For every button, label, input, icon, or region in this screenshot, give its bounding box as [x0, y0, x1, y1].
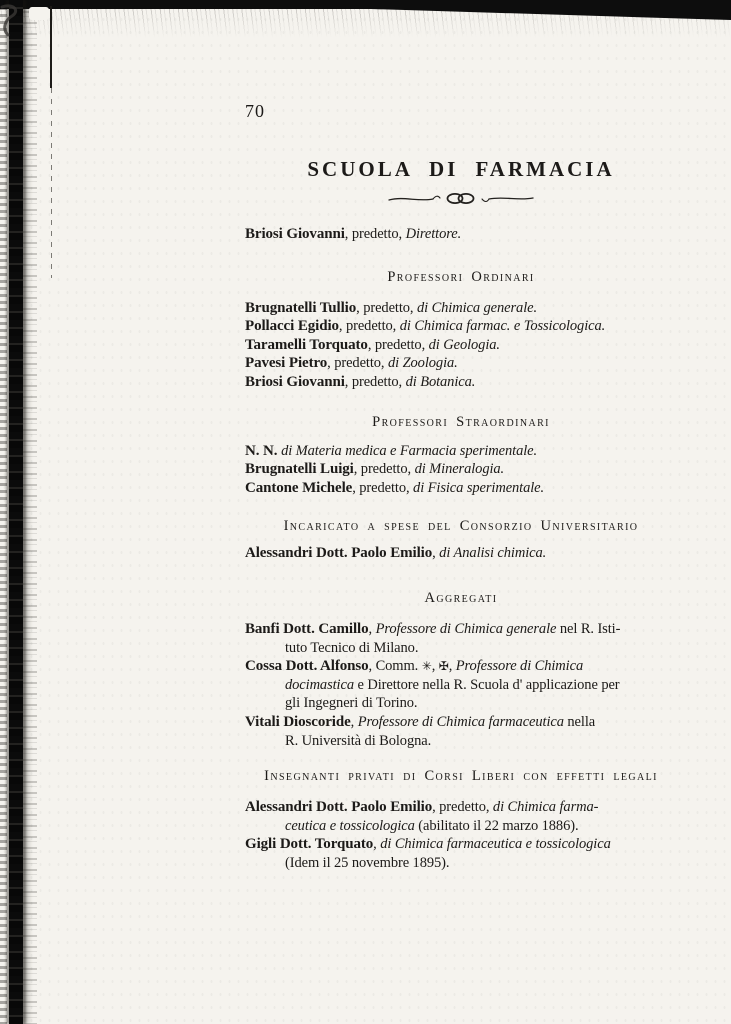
text-segment: nella [563, 713, 596, 730]
faculty-entry [245, 798, 677, 835]
text-segment: di Mineralogia. [414, 461, 505, 478]
text-segment: Pollacci Egidio [245, 318, 339, 335]
text-segment: di Zoologia. [387, 355, 458, 372]
text-segment: , [432, 545, 440, 562]
entry-line [245, 544, 677, 563]
section-heading: Incaricato a spese del Consorzio Universitario [283, 518, 639, 535]
entry-line [245, 442, 677, 461]
entry-line [245, 354, 677, 373]
text-segment: di Materia medica e Farmacia sperimentale. [281, 442, 538, 459]
knot-flourish-divider-icon [386, 189, 536, 207]
text-segment: ✳ [421, 659, 432, 674]
faculty-entry [245, 479, 677, 498]
section-heading: Aggregati [424, 589, 498, 606]
text-segment: R. Università di Bologna. [285, 732, 432, 749]
faculty-entry [245, 299, 677, 318]
text-segment: Briosi Giovanni [245, 373, 345, 390]
entry-line [245, 854, 677, 873]
faculty-entry [245, 620, 677, 657]
text-segment: di Botanica. [405, 373, 476, 390]
faculty-section [245, 768, 677, 872]
scan-binding-noise [23, 0, 37, 1024]
text-segment: Direttore. [405, 226, 462, 242]
section-entries [245, 299, 677, 392]
entry-line [245, 373, 677, 392]
text-segment: , predetto, [344, 373, 406, 390]
page-number: 70 [245, 101, 265, 121]
entry-line [245, 657, 677, 676]
text-segment: Alessandri Dott. Paolo Emilio [245, 545, 433, 562]
text-segment: ceutica e tossicologica [285, 817, 415, 834]
paper-curl-icon [0, 3, 30, 37]
section-entries [245, 798, 677, 872]
section-entries [245, 620, 677, 750]
text-segment: docimastica [285, 676, 354, 693]
text-segment: di Geologia. [428, 336, 500, 353]
text-segment: di Fisica sperimentale. [413, 479, 545, 496]
text-segment: , predetto, [367, 336, 429, 353]
text-segment: gli Ingegneri di Torino. [285, 695, 418, 712]
entry-line [245, 835, 677, 854]
entry-line [245, 798, 677, 817]
scan-white-notch [29, 7, 49, 20]
entry-line [245, 817, 677, 836]
section-entries [245, 442, 677, 498]
text-segment: , predetto, [353, 461, 415, 478]
section-entries [245, 544, 677, 563]
scan-vertical-line-faint [51, 88, 52, 278]
text-segment: , [368, 620, 376, 637]
text-segment: Pavesi Pietro [245, 355, 328, 372]
text-segment: Professore di Chimica [455, 658, 584, 675]
text-segment: Professore di Chimica generale [375, 620, 557, 637]
text-segment: (abilitato il 22 marzo 1886). [414, 817, 579, 834]
text-segment: e Direttore nella R. Scuola d' applicazione per [353, 676, 620, 693]
text-segment: , [448, 658, 456, 675]
text-segment: , predetto, [432, 799, 493, 816]
entry-line [245, 460, 677, 479]
text-segment: di Analisi chimica. [439, 545, 547, 562]
sections-container [245, 269, 677, 873]
text-segment: Cossa Dott. Alfonso [245, 658, 369, 675]
text-segment: , Comm. [368, 658, 422, 675]
faculty-entry [245, 336, 677, 355]
text-segment: , predetto, [327, 355, 388, 372]
scan-binding-stripe [9, 0, 23, 1024]
text-segment: Gigli Dott. Torquato [245, 836, 374, 853]
text-segment: (Idem il 25 novembre 1895). [285, 854, 450, 871]
page-title: SCUOLA DI FARMACIA [307, 157, 615, 181]
text-segment: , [431, 658, 439, 675]
entry-line [245, 620, 677, 639]
faculty-section [245, 590, 677, 750]
faculty-entry [245, 354, 677, 373]
scan-left-outer-noise [0, 0, 7, 1024]
entry-line [245, 317, 677, 336]
entry-line [245, 299, 677, 318]
section-heading: Professori Straordinari [372, 413, 550, 430]
text-segment: nel R. Isti- [556, 620, 621, 637]
page-content [245, 0, 677, 872]
faculty-entry [245, 317, 677, 336]
entry-line [245, 479, 677, 498]
text-segment: Alessandri Dott. Paolo Emilio [245, 799, 433, 816]
section-heading: Insegnanti privati di Corsi Liberi con effetti legali [264, 768, 658, 785]
text-segment: Banfi Dott. Camillo [245, 620, 369, 637]
text-segment: Vitali Dioscoride [245, 713, 351, 730]
text-segment: Taramelli Torquato [245, 336, 368, 353]
faculty-entry [245, 657, 677, 713]
entry-line [245, 676, 677, 695]
faculty-entry [245, 373, 677, 392]
text-segment: , predetto, [344, 226, 406, 242]
divider-ornament [245, 189, 677, 207]
text-segment: N. N. [245, 442, 282, 459]
text-segment: , predetto, [352, 479, 414, 496]
faculty-entry [245, 544, 677, 563]
text-segment: , [350, 713, 358, 730]
entry-line [245, 732, 677, 751]
text-segment: Briosi Giovanni [245, 226, 345, 242]
faculty-section [245, 269, 677, 392]
text-segment: ✠ [438, 659, 449, 674]
entry-line [245, 336, 677, 355]
text-segment: , [373, 836, 381, 853]
faculty-entry [245, 442, 677, 461]
text-segment: di Chimica farmac. e Tossicologica. [399, 318, 606, 335]
text-segment: di Chimica farmaceutica e tossicologica [380, 836, 611, 853]
entry-line [245, 694, 677, 713]
text-segment: di Chimica generale. [416, 299, 537, 316]
faculty-entry [245, 460, 677, 479]
faculty-section [245, 414, 677, 498]
entry-line [245, 713, 677, 732]
faculty-entry [245, 835, 677, 872]
section-heading: Professori Ordinari [387, 268, 535, 285]
director-line [245, 225, 677, 244]
entry-line [245, 639, 677, 658]
faculty-section [245, 518, 677, 563]
text-segment: di Chimica farma- [492, 799, 599, 816]
text-segment: Brugnatelli Luigi [245, 461, 354, 478]
text-segment: , predetto, [338, 318, 400, 335]
faculty-entry [245, 713, 677, 750]
text-segment: Brugnatelli Tullio [245, 299, 357, 316]
text-segment: tuto Tecnico di Milano. [285, 639, 419, 656]
text-segment: Professore di Chimica farmaceutica [357, 713, 564, 730]
text-segment: , predetto, [356, 299, 417, 316]
text-segment: Cantone Michele [245, 479, 353, 496]
scan-vertical-line [50, 6, 52, 88]
